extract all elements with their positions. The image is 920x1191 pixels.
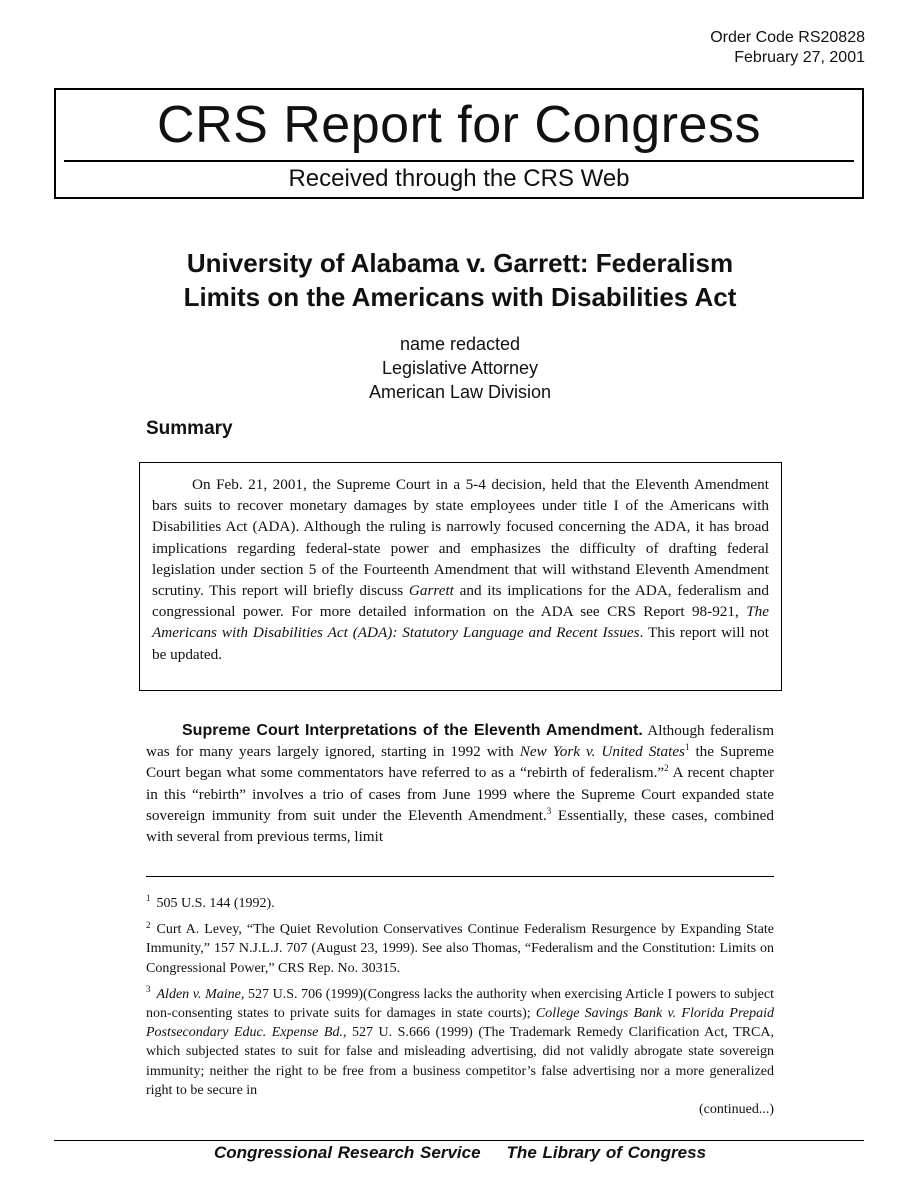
continued-note: (continued...) <box>698 1102 774 1118</box>
footnote-number-2: 2 <box>146 919 151 930</box>
summary-case-name: Garrett <box>408 582 454 600</box>
report-title <box>100 246 820 314</box>
summary-report-title: The Americans with Disabilities Act (ADA): Statutory Language and Recent Issues <box>152 603 769 642</box>
footer-rule <box>54 1140 864 1141</box>
summary-heading: Summary <box>146 418 233 439</box>
footnote-ref-1[interactable]: 1 <box>684 742 690 753</box>
body-text-3: A recent chapter in this “rebirth” involves a trio of cases from June 1999 where the Supreme Court expanded state sovereign immunity from suit under the Eleventh Amendment. <box>146 764 774 824</box>
report-date: February 27, 2001 <box>734 49 865 66</box>
order-block <box>710 28 865 68</box>
author-name: name redacted <box>399 334 521 354</box>
body-text-4: Essentially, these cases, combined with several from previous terms, limit <box>146 806 774 846</box>
footnote-number-3: 3 <box>146 984 151 995</box>
footer <box>0 1143 920 1163</box>
footnote-text-3a: 527 U.S. 706 (1999)(Congress lacks the authority when exercising Article I powers to subject non-consenting states to private suits for damages in state courts); <box>146 986 774 1022</box>
footnote-2 <box>146 920 774 978</box>
footnote-text-2: Curt A. Levey, “The Quiet Revolution Conservatives Continue Federalism Resurgence by Expanding State Immunity,” 157 N.J.L.J. 707 (August 23, 1999). See also Thomas, “Federalism and the Constitution: Limits on Congressional Power,” CRS Rep. No. 30315. <box>146 922 774 976</box>
footnote-1 <box>146 894 774 913</box>
footer-right: The Library of Congress <box>506 1143 707 1162</box>
summary-text-part2: and its implications for the ADA, federalism and congressional power. For more detailed information on the ADA see CRS Report 98-921, <box>152 582 769 621</box>
masthead-subtitle: Received through the CRS Web <box>288 165 630 192</box>
footnote-text-1: 505 U.S. 144 (1992). <box>156 896 275 911</box>
body-text-2: the Supreme Court began what some commentators have referred to as a “rebirth of federalism.” <box>146 743 774 782</box>
footnote-ref-2[interactable]: 2 <box>664 763 669 774</box>
report-title-line1: University of Alabama v. Garrett: Federalism <box>186 248 734 278</box>
footnote-rule <box>146 876 774 877</box>
section-heading: Supreme Court Interpretations of the Eleventh Amendment. <box>182 722 643 739</box>
summary-box <box>139 462 782 691</box>
footnote-3-case-2: College Savings Bank v. Florida Prepaid Postsecondary Educ. Expense Bd., <box>146 1006 774 1041</box>
masthead <box>54 88 864 199</box>
body-paragraph <box>146 720 774 847</box>
footnote-3 <box>146 985 774 1100</box>
body-text-1: Although federalism was for many years largely ignored, starting in 1992 with <box>146 722 775 761</box>
masthead-rule <box>64 160 854 162</box>
footnote-number-1: 1 <box>146 893 151 904</box>
order-code: Order Code RS20828 <box>710 29 865 46</box>
author-block <box>0 332 920 404</box>
footnotes <box>146 894 774 1119</box>
author-position: Legislative Attorney <box>381 358 539 378</box>
report-title-line2: Limits on the Americans with Disabilities Act <box>183 282 737 312</box>
footnote-text-3b: 527 U. S.666 (1999) (The Trademark Remedy Clarification Act, TRCA, which subjected states to suit for false and misleading advertising, did not validly abrogate state sovereign immunity; neither the right to be free from a business competitor’s false advertising nor a more generalized right to be secure in <box>146 1025 775 1098</box>
summary-text-part1: On Feb. 21, 2001, the Supreme Court in a 5-4 decision, held that the Eleventh Amendment bars suits to recover monetary damages by state employees under title I of the Americans with Disabilities Act (ADA). Although the ruling is narrowly focused concerning the ADA, it has broad implications regarding federal-state power and emphasizes the difficulty of drafting federal legislation under section 5 of the Fourteenth Amendment that will withstand Eleventh Amendment scrutiny. This report will briefly discuss <box>152 476 769 600</box>
summary-text-part3: . This report will not be updated. <box>152 624 769 663</box>
footnote-3-case-1: Alden v. Maine, <box>156 986 245 1002</box>
masthead-title: CRS Report for Congress <box>157 96 761 154</box>
body-case-name: New York v. United States <box>519 743 685 761</box>
summary-text <box>152 474 769 665</box>
author-division: American Law Division <box>368 382 552 402</box>
footer-left: Congressional Research Service <box>213 1143 481 1162</box>
footnote-ref-3[interactable]: 3 <box>546 805 552 816</box>
